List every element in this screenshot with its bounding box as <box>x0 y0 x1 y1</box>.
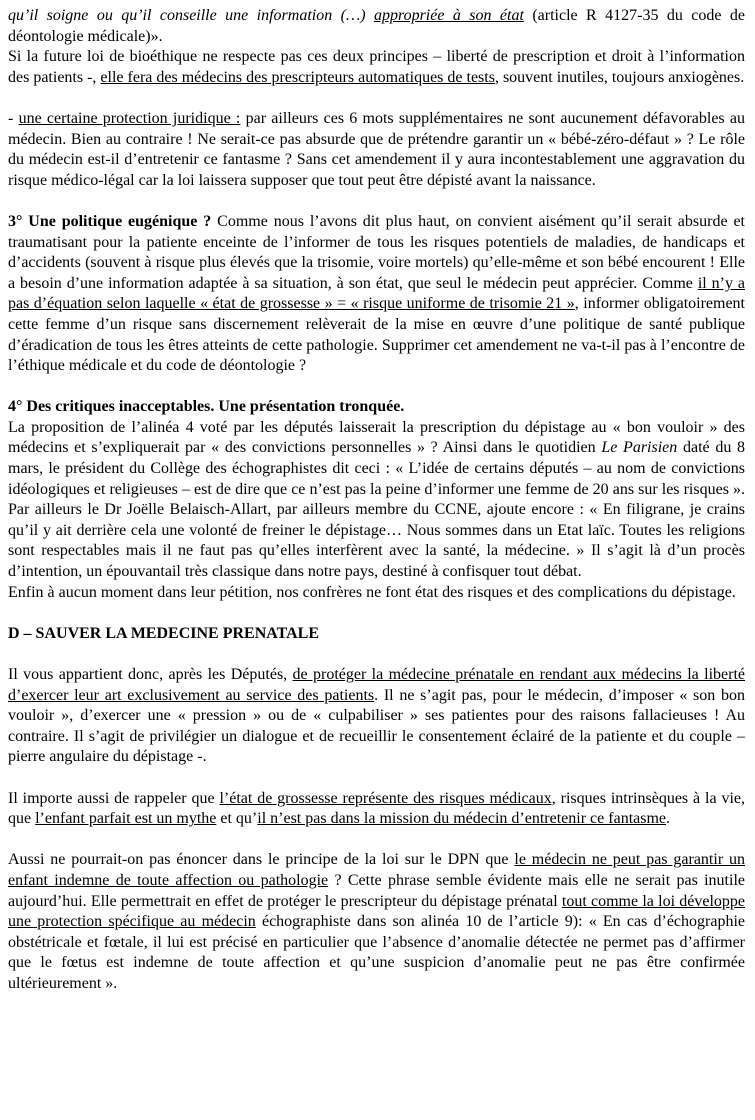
text-run: risques intrinsèques à la vie, que <box>8 789 746 828</box>
text-run: elle fera des médecins des prescripteurs automatiques de tests <box>100 68 495 86</box>
text-run: . <box>666 810 671 828</box>
paragraph <box>8 665 745 768</box>
text-run: l’enfant parfait est un mythe <box>35 810 217 828</box>
text-run: daté du 8 mars, le président du Collège des échographistes dit ceci : « L’idée de certains députés – au nom de convictions idéologiques et religieuses – est de dire que ce n’est pas la peine d’informer une femme de 20 ans sur les risques ». Par ailleurs le Dr Joëlle Belaisch-Allart, par ailleurs membre du CCNE, ajoute encore : « En filigrane, je crains qu’il y ait derrière cela une volonté de freiner le dépistage… Nous sommes dans un Etat laïc. Toutes les religions sont respectables mais il ne faut pas qu’elles interfèrent avec la santé, la médecine. » Il s’agit là d’un procès d’intention, un épouvantail très classique dans notre pays, destiné à confisquer tout débat. <box>8 439 746 581</box>
text-run: (article R 4127-35 du code de déontologie médicale)». <box>8 7 745 45</box>
text-run: , informer obligatoirement cette femme d’un risque sans discernement relèverait de la mise en œuvre d’une politique de santé publique d’éradication de tous les êtres atteints de cette pathologie. Supprimer cet amendement ne va-t-il pas à l’encontre de l’éthique médicale et du code de déontologie ? <box>8 295 746 375</box>
text-run: par ailleurs ces 6 mots supplémentaires ne sont aucunement défavorables au médecin. Bien au contraire ! Ne serait-ce pas absurde que de prétendre garantir un « bébé-zéro-défaut » ? Le rôle du médecin est-il d’entretenir ce fantasme ? Sans cet amendement il y aura incontestablement une aggravation du risque médico-légal car la loi laissera supposer que tout peut être dépisté avant la naissance. <box>8 109 745 189</box>
text-run: 3° Une politique eugénique ? <box>8 212 218 230</box>
text-run: ? Cette phrase semble évidente mais elle ne serait pas inutile aujourd’hui. Elle permettrait en effet de protéger le prescripteur du dépistage prénatal <box>8 871 745 910</box>
text-run: de protéger la médecine prénatale en rendant aux médecins la liberté d’exercer leur art exclusivement au service des patients <box>8 666 746 704</box>
text-run: il n’y a pas d’équation selon laquelle « état de grossesse » = « risque uniforme de trisomie 21 » <box>8 274 746 313</box>
text-run: Enfin à aucun moment dans leur pétition, nos confrères ne font état des risques et des complications du dépistage. <box>8 583 736 601</box>
text-run: et qu’ <box>216 810 258 828</box>
text-run: une certaine protection juridique : <box>18 109 241 127</box>
text-run: tout comme la loi développe une protection spécifique au médecin <box>8 892 745 931</box>
text-run: . Il ne s’agit pas, pour le médecin, d’imposer « son bon vouloir », d’exercer une « pression » ou de « culpabiliser » ses patientes pour des raisons fallacieuses ! Au contraire. Il s’agit de privilégier un dialogue et de recueillir le consentement éclairé de la patiente et du couple – pierre angulaire du dépistage -. <box>8 686 746 766</box>
text-run: qu’il soigne ou qu’il conseille une information (…) <box>8 7 374 24</box>
paragraph <box>8 212 745 377</box>
text-run: Il vous appartient donc, après les Députés, <box>8 666 293 683</box>
paragraph <box>8 109 745 191</box>
text-run: , souvent inutiles, toujours anxiogènes. <box>494 68 745 86</box>
paragraph <box>8 789 745 830</box>
text-run: D – SAUVER LA MEDECINE PRENATALE <box>8 624 319 642</box>
text-run: échographiste dans son alinéa 10 de l’article 9): « En cas d’échographie obstétricale et fœtale, il lui est précisé en particulier que l’absence d’anomalie détectée ne permet pas d’affirmer que le fœtus est indemne de toute affection et qu’une suspicion d’anomalie peut ne pas être confirmée ultérieurement ». <box>8 913 745 992</box>
text-run: il n’est pas dans la mission du médecin d’entretenir ce fantasme <box>257 810 667 828</box>
section-heading <box>8 397 745 418</box>
text-run: La proposition de l’alinéa 4 voté par les députés laisserait la prescription du dépistage au « bon vouloir » des médecins et s’expliquerait par « des convictions personnelles » ? Ainsi dans le quotidien <box>8 418 745 457</box>
paragraph <box>8 418 745 583</box>
text-run: l’état de grossesse représente des risques médicaux, <box>219 789 556 807</box>
text-run: - <box>8 109 19 127</box>
text-run: appropriée à son état <box>373 7 524 24</box>
paragraph <box>8 583 745 604</box>
text-run: 4° Des critiques inacceptables. Une présentation tronquée. <box>8 398 405 416</box>
paragraph <box>8 6 745 47</box>
text-run: Le Parisien <box>601 439 678 457</box>
text-run: Aussi ne pourrait-on pas énoncer dans le principe de la loi sur le DPN que <box>8 851 515 869</box>
text-run: Si la future loi de bioéthique ne respecte pas ces deux principes – liberté de prescription et droit à l’information des patients -, <box>8 48 745 86</box>
paragraph <box>8 47 745 88</box>
text-run: le médecin ne peut pas garantir un enfant indemne de toute affection ou pathologie <box>8 851 745 889</box>
paragraph <box>8 850 745 994</box>
text-run: Comme nous l’avons dit plus haut, on convient aisément qu’il serait absurde et traumatisant pour la patiente enceinte de l’informer de tous les risques potentiels de maladies, de handicaps et d’accidents (souvent à risque plus élevés que la trisomie, voire mortels) qu’elle-même et son bébé encourent ! Elle a besoin d’une information adaptée à sa situation, à son état, que seul le médecin peut apprécier. Comme <box>8 212 745 292</box>
section-heading <box>8 624 745 645</box>
text-run: Il importe aussi de rappeler que <box>8 789 220 807</box>
